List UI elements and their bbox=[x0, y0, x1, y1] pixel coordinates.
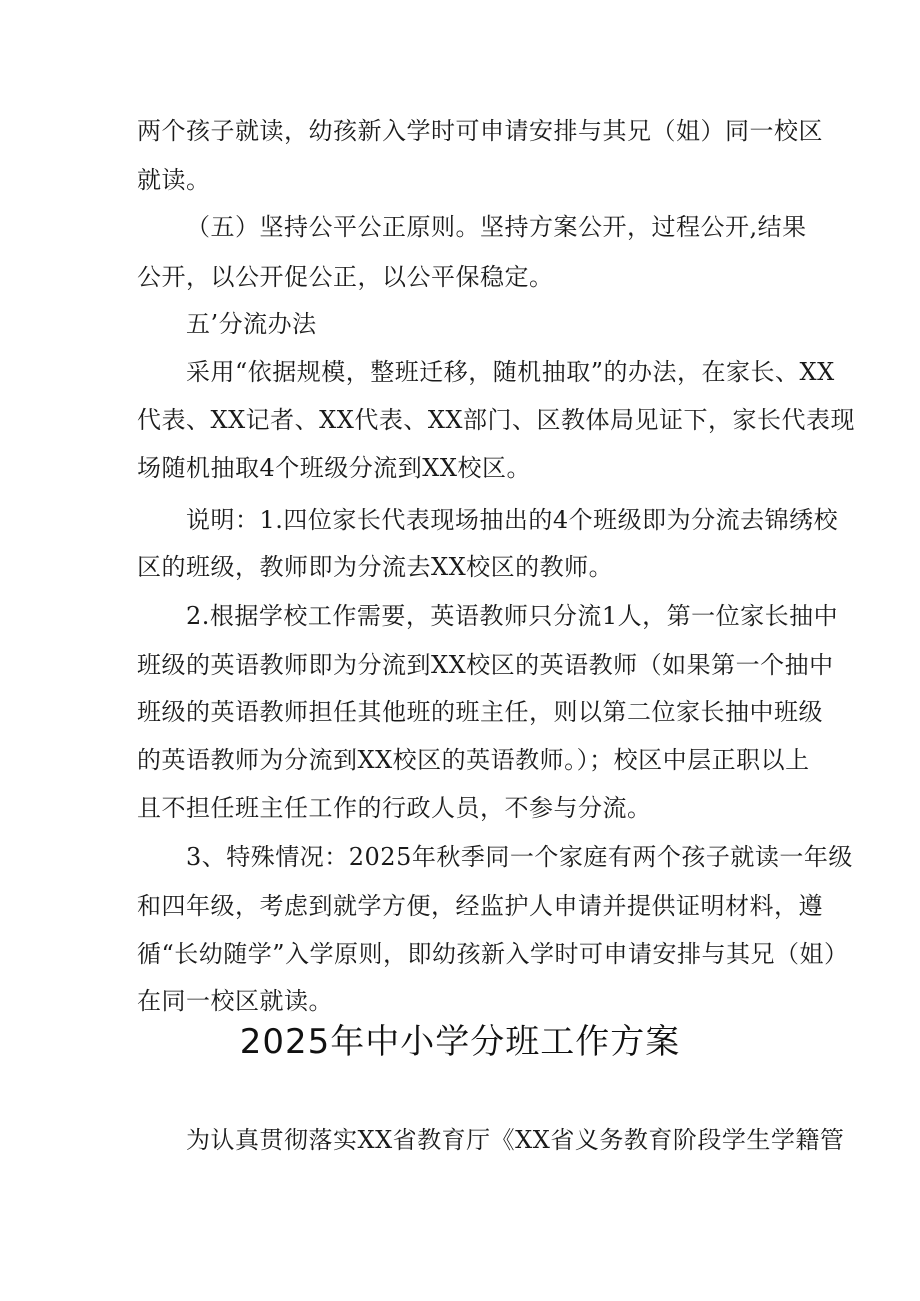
text-line: 循“长幼随学”入学原则，即幼孩新入学时可申请安排与其兄（姐） bbox=[137, 940, 849, 968]
text-line: （五）坚持公平公正原则。坚持方案公开，过程公开,结果 bbox=[186, 213, 807, 241]
text-line: 在同一校区就读。 bbox=[137, 987, 333, 1015]
text-line: 的英语教师为分流到XX校区的英语教师。）；校区中层正职以上 bbox=[137, 746, 810, 774]
text-line: 代表、XX记者、XX代表、XX部门、区教体局见证下，家长代表现 bbox=[137, 406, 856, 434]
text-line: 两个孩子就读，幼孩新入学时可申请安排与其兄（姐）同一校区 bbox=[137, 117, 823, 145]
text-line: 为认真贯彻落实XX省教育厅《XX省义务教育阶段学生学籍管 bbox=[186, 1126, 845, 1154]
text-line: 班级的英语教师即为分流到XX校区的英语教师（如果第一个抽中 bbox=[137, 651, 834, 679]
text-line: 2.根据学校工作需要，英语教师只分流1人，第一位家长抽中 bbox=[186, 602, 839, 630]
text-line: 班级的英语教师担任其他班的班主任，则以第二位家长抽中班级 bbox=[137, 698, 823, 726]
text-line: 就读。 bbox=[137, 166, 211, 194]
text-line: 且不担任班主任工作的行政人员，不参与分流。 bbox=[137, 794, 652, 822]
text-line: 采用“依据规模，整班迁移，随机抽取”的办法，在家长、XX bbox=[186, 358, 835, 386]
text-line: 场随机抽取4个班级分流到XX校区。 bbox=[137, 454, 531, 482]
text-line: 公开，以公开促公正，以公平保稳定。 bbox=[137, 263, 554, 291]
text-line: 说明：1.四位家长代表现场抽出的4个班级即为分流去锦绣校 bbox=[186, 506, 839, 534]
text-line: 和四年级，考虑到就学方便，经监护人申请并提供证明材料，遵 bbox=[137, 892, 823, 920]
section-heading: 五’分流办法 bbox=[186, 310, 317, 338]
document-title: 2025年中小学分班工作方案 bbox=[239, 1022, 681, 1062]
text-line: 区的班级，教师即为分流去XX校区的教师。 bbox=[137, 553, 614, 581]
text-line: 3、特殊情况：2025年秋季同一个家庭有两个孩子就读一年级 bbox=[186, 843, 853, 871]
